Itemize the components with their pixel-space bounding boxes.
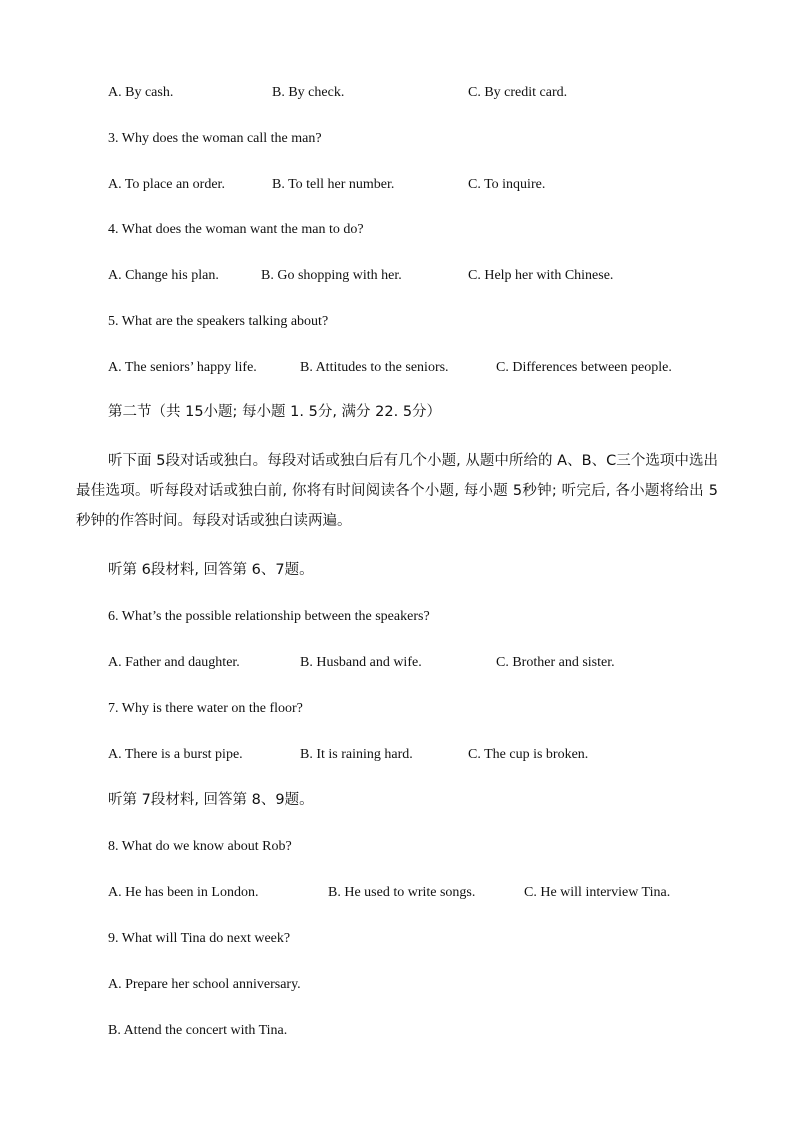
q8-option-c: C. He will interview Tina. (524, 885, 671, 900)
q6-option-b: B. Husband and wife. (300, 655, 422, 670)
section-2-heading: 第二节（共 15小题; 每小题 1. 5分, 满分 22. 5分） (108, 404, 442, 420)
q8-option-a: A. He has been in London. (108, 885, 259, 900)
q4-option-a: A. Change his plan. (108, 268, 219, 283)
q4-option-c: C. Help her with Chinese. (468, 268, 614, 283)
question-9: 9. What will Tina do next week? (108, 931, 291, 946)
material-6-heading: 听第 6段材料, 回答第 6、7题。 (108, 562, 314, 578)
q7-option-a: A. There is a burst pipe. (108, 747, 243, 762)
q2-option-c: C. By credit card. (468, 85, 568, 100)
q3-option-b: B. To tell her number. (272, 177, 395, 192)
question-3: 3. Why does the woman call the man? (108, 131, 322, 146)
q9-option-a: A. Prepare her school anniversary. (108, 977, 301, 992)
material-7-heading: 听第 7段材料, 回答第 8、9题。 (108, 792, 314, 808)
question-5: 5. What are the speakers talking about? (108, 314, 329, 329)
q5-option-b: B. Attitudes to the seniors. (300, 360, 449, 375)
question-7: 7. Why is there water on the floor? (108, 701, 303, 716)
q6-option-c: C. Brother and sister. (496, 655, 615, 670)
question-4: 4. What does the woman want the man to do? (108, 222, 364, 237)
question-6: 6. What’s the possible relationship between the speakers? (108, 609, 430, 624)
q8-option-b: B. He used to write songs. (328, 885, 476, 900)
q3-option-c: C. To inquire. (468, 177, 546, 192)
question-8: 8. What do we know about Rob? (108, 839, 292, 854)
q7-option-b: B. It is raining hard. (300, 747, 413, 762)
q7-option-c: C. The cup is broken. (468, 747, 589, 762)
q4-option-b: B. Go shopping with her. (261, 268, 402, 283)
q6-option-a: A. Father and daughter. (108, 655, 240, 670)
q2-option-b: B. By check. (272, 85, 345, 100)
q2-option-a: A. By cash. (108, 85, 174, 100)
q9-option-b: B. Attend the concert with Tina. (108, 1023, 288, 1038)
q5-option-a: A. The seniors’ happy life. (108, 360, 257, 375)
q3-option-a: A. To place an order. (108, 177, 225, 192)
q5-option-c: C. Differences between people. (496, 360, 672, 375)
section-2-instructions: 听下面 5段对话或独白。每段对话或独白后有几个小题, 从题中所给的 A、B、C三个选项中选出最佳选项。听每段对话或独白前, 你将有时间阅读各个小题, 每小题 5秒钟; 听完后, 各小题将给出 5秒钟的作答时间。每段对话或独白读两遍。 (76, 453, 718, 529)
